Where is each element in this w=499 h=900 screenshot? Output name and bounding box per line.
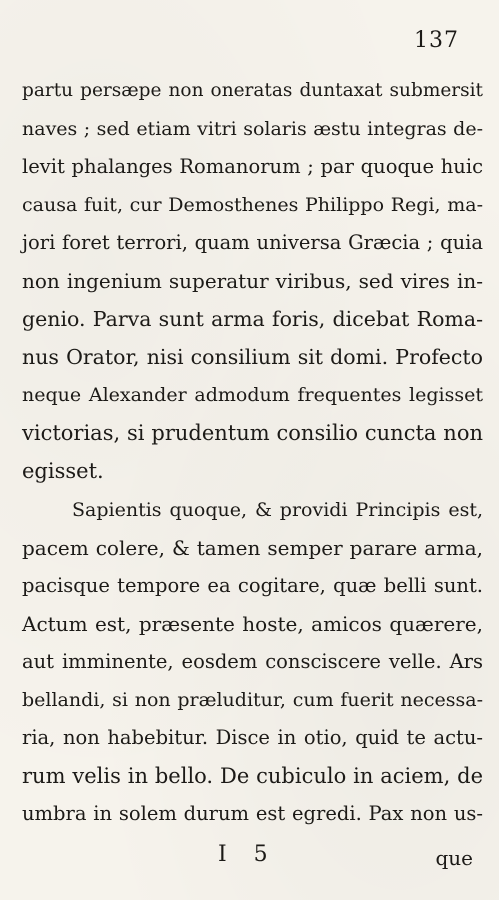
text-line: neque Alexander admodum frequentes legisset xyxy=(22,384,483,406)
text-line: rum velis in bello. De cubiculo in aciem, de xyxy=(22,764,483,788)
page-number: 137 xyxy=(414,28,459,53)
text-line: non ingenium superatur viribus, sed vires in- xyxy=(22,269,483,293)
text-line: nus Orator, nisi consilium sit domi. Profecto xyxy=(22,345,483,369)
text-line: genio. Parva sunt arma foris, dicebat Roma- xyxy=(22,307,483,331)
text-line: Actum est, præsente hoste, amicos quærere, xyxy=(22,612,483,636)
text-line: aut imminente, eosdem consciscere velle. Ars xyxy=(22,650,483,673)
text-line: umbra in solem durum est egredi. Pax non us- xyxy=(22,802,483,825)
text-line: victorias, si prudentum consilio cuncta non xyxy=(22,421,483,445)
text-line: levit phalanges Romanorum ; par quoque huic xyxy=(22,155,483,178)
paragraph-1 xyxy=(22,72,483,490)
text-line: partu persæpe non oneratas duntaxat submersit xyxy=(22,80,483,101)
text-line: bellandi, si non præluditur, cum fuerit necessa- xyxy=(22,689,483,711)
text-line: egisset. xyxy=(22,459,104,483)
text-line: Sapientis quoque, & providi Principis est, xyxy=(72,499,483,521)
catchword: que xyxy=(435,846,473,870)
text-line: pacisque tempore ea cogitare, quæ belli sunt. xyxy=(22,574,483,597)
text-line: ria, non habebitur. Disce in otio, quid te actu- xyxy=(22,726,483,749)
text-line: jori foret terrori, quam universa Græcia ; quia xyxy=(22,231,483,254)
text-line: causa fuit, cur Demosthenes Philippo Regi, ma- xyxy=(22,194,483,216)
signature-mark: I 5 xyxy=(218,842,278,867)
paragraph-2 xyxy=(22,491,483,833)
text-line: pacem colere, & tamen semper parare arma, xyxy=(22,536,483,560)
text-line: naves ; sed etiam vitri solaris æstu integras de- xyxy=(22,118,483,140)
